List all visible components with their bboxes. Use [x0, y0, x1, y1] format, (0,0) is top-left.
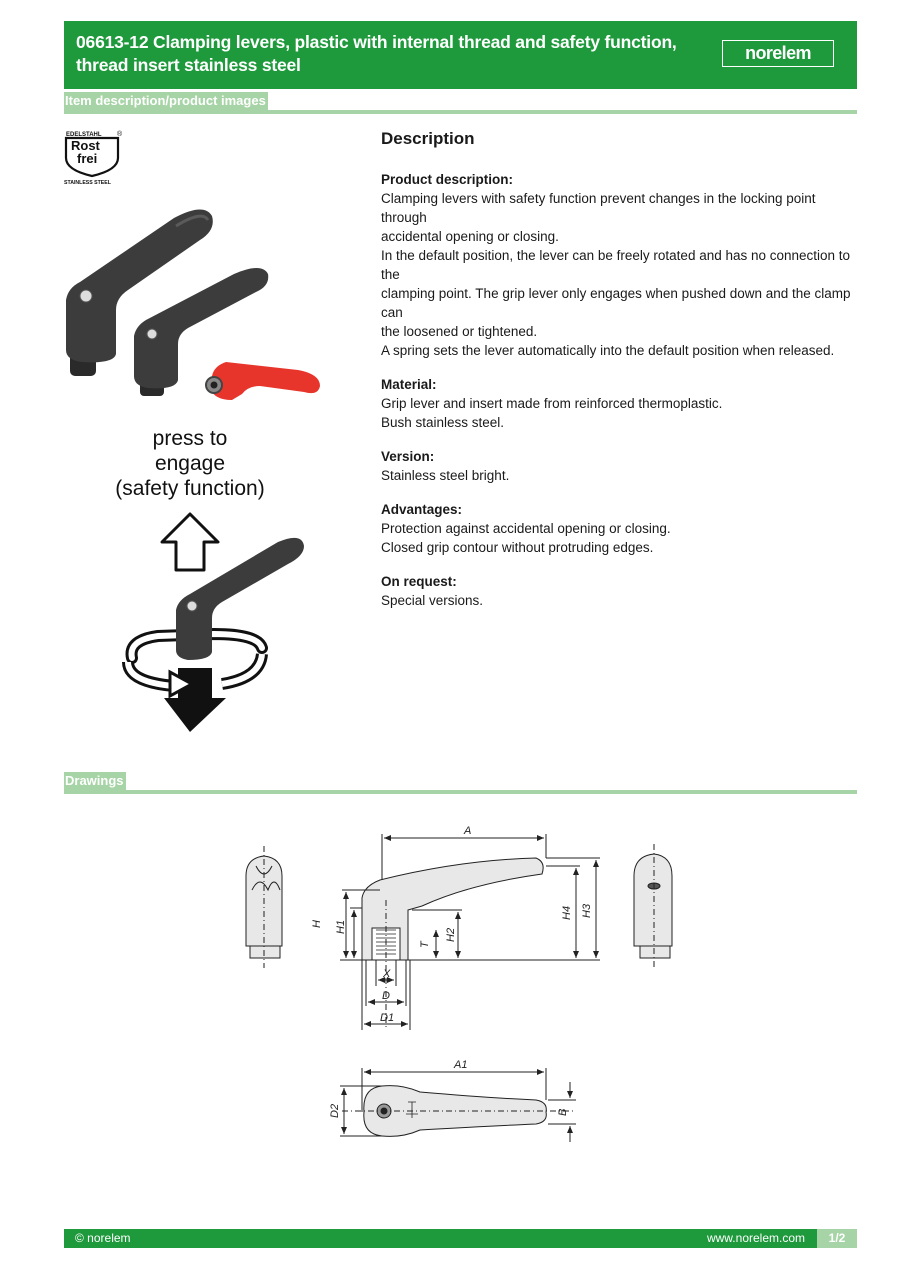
material-block [381, 375, 857, 432]
description-heading: Description [381, 129, 475, 148]
norelem-logo [722, 40, 834, 67]
section-tab-drawings: Drawings [65, 773, 124, 788]
product-description-line: the loosened or tightened. [381, 324, 538, 339]
dimension-label-h: H [311, 920, 323, 928]
footer-copyright: © norelem [75, 1231, 131, 1245]
badge-line-1: Rost [71, 138, 100, 153]
description-column [381, 128, 857, 625]
dimension-label-h1: H1 [335, 919, 347, 934]
on-request-label: On request: [381, 574, 457, 589]
red-lever-image [206, 362, 320, 400]
caption-line-1: press to [152, 427, 228, 450]
advantages-label: Advantages: [381, 502, 463, 517]
dimension-label-h2: H2 [445, 927, 457, 942]
version-block [381, 447, 857, 485]
dimension-label-x: X [383, 968, 391, 980]
product-description-block [381, 170, 857, 360]
dimension-label-h3: H3 [581, 903, 593, 918]
badge-registered-mark: ® [117, 131, 123, 138]
badge-line-2: frei [77, 151, 98, 166]
page-footer [64, 1229, 857, 1248]
dimension-label-a: A [464, 825, 472, 837]
dimension-label-h4: H4 [561, 905, 573, 920]
badge-bottom-text: STAINLESS STEEL [64, 180, 111, 186]
badge-top-text: EDELSTAHL [66, 132, 102, 138]
dimension-label-b: B [557, 1108, 569, 1116]
stainless-steel-badge [64, 128, 128, 186]
product-description-label: Product description: [381, 172, 514, 187]
advantages-line: Protection against accidental opening or closing. [381, 521, 671, 536]
side-view-left [246, 846, 282, 968]
product-description-line: A spring sets the lever automatically into the default position when released. [381, 343, 835, 358]
dimension-label-d: D [382, 990, 390, 1002]
page-title-line-1: 06613-12 Clamping levers, plastic with internal thread and safety function, [76, 32, 677, 52]
advantages-line: Closed grip contour without protruding edges. [381, 540, 654, 555]
red-lever-body [210, 362, 320, 400]
technical-drawings [230, 820, 690, 1150]
material-line: Bush stainless steel. [381, 415, 505, 430]
safety-function-illustration [118, 510, 318, 735]
page-title-line-2: thread insert stainless steel [76, 55, 301, 75]
on-request-line: Special versions. [381, 593, 484, 608]
version-line: Stainless steel bright. [381, 468, 510, 483]
footer-page-number: 1/2 [817, 1229, 857, 1248]
on-request-block [381, 572, 857, 610]
product-description-line: Clamping levers with safety function prevent changes in the locking point through [381, 191, 816, 225]
footer-website-link[interactable]: www.norelem.com [706, 1231, 805, 1245]
material-label: Material: [381, 377, 437, 392]
section-rule-drawings [64, 790, 857, 794]
dimension-label-a1: A1 [454, 1059, 468, 1071]
page-header [64, 21, 857, 89]
dimension-label-t: T [419, 941, 431, 948]
top-view-lever [342, 1086, 574, 1137]
side-view-right [634, 844, 672, 968]
page-title [76, 31, 696, 77]
advantages-block [381, 500, 857, 557]
caption-line-3: (safety function) [115, 477, 265, 500]
product-photo [64, 200, 326, 410]
press-to-engage-caption [100, 426, 280, 501]
arrow-up-icon [162, 514, 218, 570]
caption-line-2: engage [154, 452, 226, 475]
section-rule-item-description [64, 110, 857, 114]
front-view-lever [362, 858, 543, 1030]
dimension-label-d2: D2 [329, 1103, 341, 1118]
product-description-line: accidental opening or closing. [381, 229, 559, 244]
product-description-line: In the default position, the lever can be freely rotated and has no connection to the [381, 248, 851, 282]
logo-text: norelem [745, 43, 811, 63]
product-description-line: clamping point. The grip lever only engages when pushed down and the clamp can [381, 286, 851, 320]
section-tab-item-description: Item description/product images [65, 93, 266, 108]
material-line: Grip lever and insert made from reinforced thermoplastic. [381, 396, 723, 411]
dimension-label-d1: D1 [380, 1012, 395, 1024]
version-label: Version: [381, 449, 435, 464]
